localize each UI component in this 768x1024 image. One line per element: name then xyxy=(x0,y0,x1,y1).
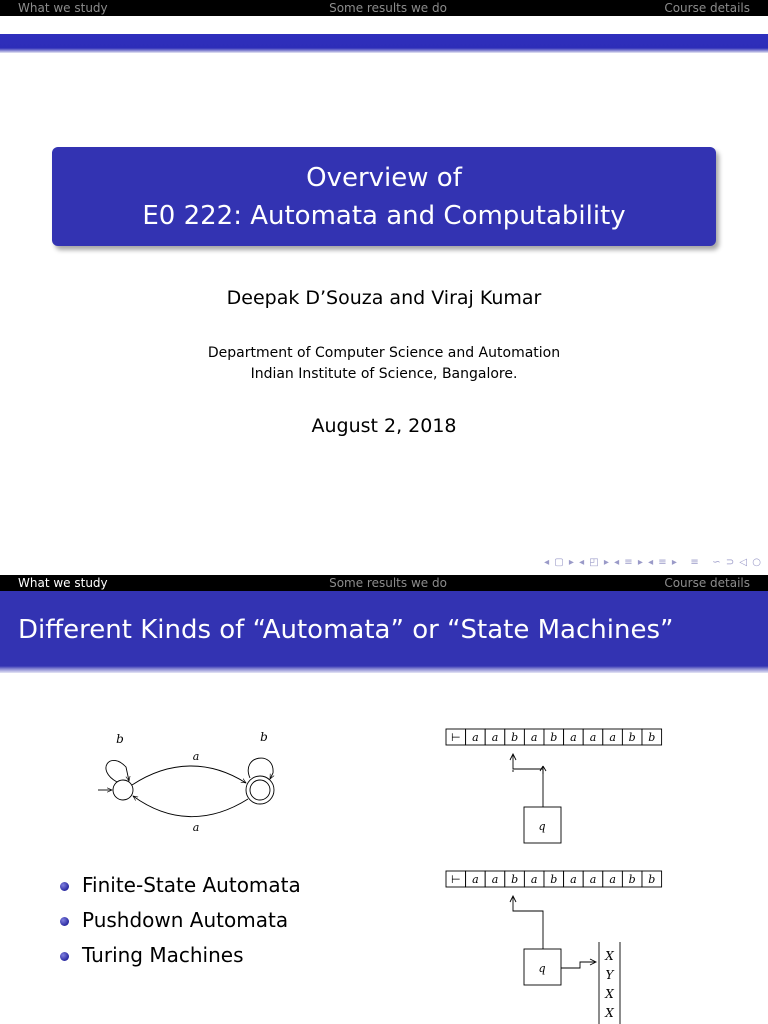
nav-section-some-results[interactable]: Some results we do xyxy=(329,1,447,15)
presentation-title-line1: Overview of xyxy=(306,163,462,193)
tape-symbol: a xyxy=(589,873,597,886)
beamer-navigation-symbols[interactable]: ◂ ▢ ▸ ◂ ◰ ▸ ◂ ≡ ▸ ◂ ≡ ▸ ≡ ∽ ⊃ ◁ ○ xyxy=(544,557,762,568)
nav-section-what-we-study[interactable]: What we study xyxy=(18,1,108,15)
tape-symbol: b xyxy=(648,873,656,886)
tape-symbol: a xyxy=(609,731,616,744)
tape-symbol: b xyxy=(648,731,656,744)
stack-symbol: X xyxy=(605,949,614,963)
list-item: Turing Machines xyxy=(60,942,301,977)
tape-symbol: a xyxy=(472,873,479,886)
tape-symbol: b xyxy=(628,873,636,886)
stack-symbol: Y xyxy=(605,968,614,982)
bullet-icon xyxy=(60,882,69,891)
tape-symbol: b xyxy=(511,731,519,744)
section-navigation-bar xyxy=(0,575,768,591)
presentation-date: August 2, 2018 xyxy=(311,415,457,437)
loop-label-right: b xyxy=(260,730,268,744)
bullet-icon xyxy=(60,952,69,961)
edge-label-top: a xyxy=(192,750,200,763)
tape-symbol: a xyxy=(609,873,616,886)
stack-symbol: X xyxy=(605,987,614,1001)
nav-section-what-we-study[interactable]: What we study xyxy=(18,576,108,590)
tape-symbol: b xyxy=(628,731,636,744)
state-label: q xyxy=(538,820,546,833)
tape-symbol: b xyxy=(550,873,558,886)
list-item: Pushdown Automata xyxy=(60,907,301,942)
tape-symbol: a xyxy=(491,731,499,744)
automata-slide xyxy=(0,575,768,1024)
tape-symbol: a xyxy=(530,873,538,886)
stack-connector xyxy=(561,962,595,968)
tape-head-pointer xyxy=(513,766,546,774)
nav-section-some-results[interactable]: Some results we do xyxy=(329,576,447,590)
list-item: Finite-State Automata xyxy=(60,872,301,907)
finite-automaton-diagram xyxy=(90,725,290,840)
tape-symbol: a xyxy=(570,873,577,886)
edge-label-bottom: a xyxy=(192,821,200,834)
turing-machine-diagram xyxy=(440,725,670,845)
header-divider-bar xyxy=(0,16,768,53)
edge-bottom xyxy=(133,796,248,817)
tape-symbol: b xyxy=(550,731,558,744)
self-loop-left xyxy=(106,760,129,782)
nav-section-course-details[interactable]: Course details xyxy=(664,576,750,590)
tape-symbol: ⊢ xyxy=(451,873,461,886)
start-state xyxy=(113,780,133,800)
tape-symbol: ⊢ xyxy=(451,731,461,744)
tape-symbol: a xyxy=(472,731,479,744)
title-box xyxy=(52,147,716,246)
tape-symbol: b xyxy=(511,873,519,886)
frame-title: Different Kinds of “Automata” or “State Machines” xyxy=(18,615,674,645)
tape-symbol: a xyxy=(570,731,577,744)
head-connector xyxy=(513,755,543,807)
tape-symbol: a xyxy=(491,873,499,886)
automata-list xyxy=(60,872,301,977)
authors: Deepak D’Souza and Viraj Kumar xyxy=(226,287,542,309)
presentation-title-line2: E0 222: Automata and Computability xyxy=(142,201,626,231)
institute-department: Department of Computer Science and Automation xyxy=(207,345,561,361)
stack-symbol: X xyxy=(605,1006,614,1020)
bullet-icon xyxy=(60,917,69,926)
state-label: q xyxy=(538,962,546,975)
institute-name: Indian Institute of Science, Bangalore. xyxy=(250,366,518,382)
tape-symbol: a xyxy=(530,731,538,744)
tape-symbol: a xyxy=(589,731,597,744)
loop-label-left: b xyxy=(116,732,124,746)
edge-top xyxy=(132,766,246,785)
pushdown-automaton-diagram xyxy=(440,867,670,1024)
nav-section-course-details[interactable]: Course details xyxy=(664,1,750,15)
head-connector xyxy=(513,897,543,949)
section-navigation-bar xyxy=(0,0,768,16)
